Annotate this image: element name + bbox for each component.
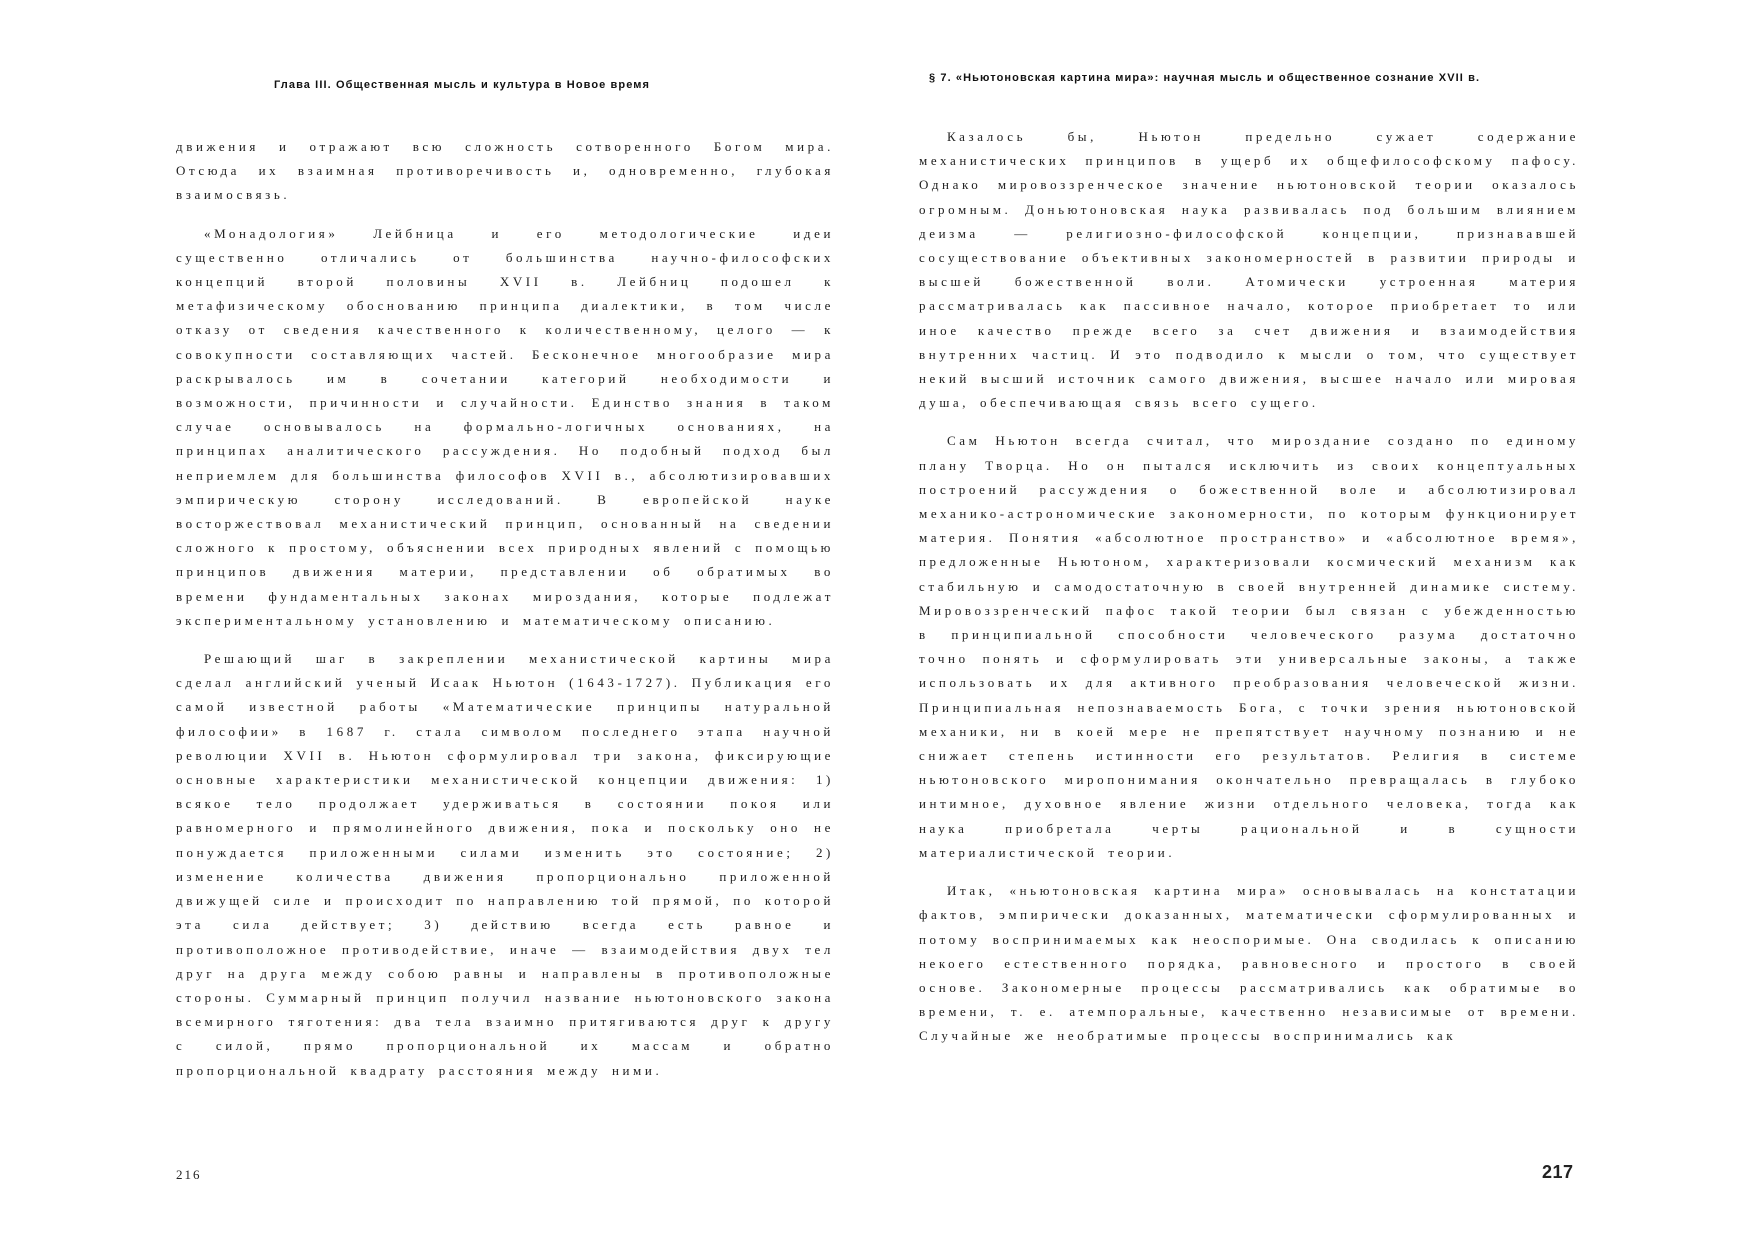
paragraph: Итак, «ньютоновская картина мира» основывалась на констатации фактов, эмпирически доказанных, математически сформулированных и потому воспринимаемых как неоспоримые. Она сводилась к описанию некоего естественного порядка, равновесного и простого в своей основе. Закономерные процессы рассматривались как обратимые во времени, т. е. атемпоральные, качественно независимые от времени. Случайные же необратимые процессы воспринимались как [919, 883, 1579, 1044]
body-text [919, 125, 1579, 1063]
paragraph: Сам Ньютон всегда считал, что мироздание создано по единому плану Творца. Но он пытался исключить из своих концептуальных построений рассуждения о божественной воле и абсолютизировал механико-астрономические закономерности, по которым функционирует материя. Понятия «абсолютное пространство» и «абсолютное время», предложенные Ньютоном, характеризовали космический механизм как стабильную и самодостаточную в своей внутренней динамике систему. Мировоззренческий пафос такой теории был связан с убежденностью в принципиальной способности человеческого разума достаточно точно понять и сформулировать эти универсальные законы, а также использовать их для активного преобразования человеческой жизни. Принципиальная непознаваемость Бога, с точки зрения ньютоновской механики, ни в коей мере не препятствует научному познанию и не снижает степень истинности его результатов. Религия в системе ньютоновского миропонимания окончательно превращалась в глубоко интимное, духовное явление жизни отдельного человека, тогда как наука приобретала черты рациональной и в сущности материалистической теории. [919, 433, 1579, 860]
running-head: Глава III. Общественная мысль и культура в Новое время [274, 79, 651, 91]
page-number: 217 [1542, 1162, 1574, 1182]
running-head: § 7. «Ньютоновская картина мира»: научная мысль и общественное сознание XVII в. [929, 72, 1481, 84]
paragraph: Казалось бы, Ньютон предельно сужает содержание механистических принципов в ущерб их общефилософскому пафосу. Однако мировоззренческое значение ньютоновской теории оказалось огромным. Доньютоновская наука развивалась под большим влиянием деизма — религиозно-философской концепции, признававшей сосуществование объективных закономерностей в развитии природы и высшей божественной воли. Атомически устроенная материя рассматривалась как пассивное начало, которое приобретает то или иное качество прежде всего за счет движения и взаимодействия внутренних частиц. И это подводило к мысли о том, что существует некий высший источник самого движения, высшее начало или мировая душа, обеспечивающая связь всего сущего. [919, 129, 1579, 411]
paragraph: движения и отражают всю сложность сотворенного Богом мира. Отсюда их взаимная противоречивость и, одновременно, глубокая взаимосвязь. [176, 139, 834, 203]
paragraph: «Монадология» Лейбница и его методологические идеи существенно отличались от большинства научно-философских концепций второй половины XVII в. Лейбниц подошел к метафизическому обоснованию принципа диалектики, в том числе отказу от сведения качественного к количественному, целого — к совокупности составляющих частей. Бесконечное многообразие мира раскрывалось им в сочетании категорий необходимости и возможности, причинности и случайности. Единство знания в таком случае основывалось на формально-логичных основаниях, на принципах аналитического рассуждения. Но подобный подход был неприемлем для большинства философов XVII в., абсолютизировавших эмпирическую сторону исследований. В европейской науке восторжествовал механистический принцип, основанный на сведении сложного к простому, объяснении всех природных явлений с помощью принципов движения материи, представлении об обратимых во времени фундаментальных законах мироздания, которые подлежат экспериментальному установлению и математическому описанию. [176, 225, 834, 628]
body-text [176, 135, 834, 1097]
paragraph: Решающий шаг в закреплении механистической картины мира сделал английский ученый Исаак Ньютон (1643-1727). Публикация его самой известной работы «Математические принципы натуральной философии» в 1687 г. стала символом последнего этапа научной революции XVII в. Ньютон сформулировал три закона, фиксирующие основные характеристики механистической концепции движения: 1) всякое тело продолжает удерживаться в состоянии покоя или равномерного и прямолинейного движения, пока и поскольку оно не понуждается приложенными силами изменить это состояние; 2) изменение количества движения пропорционально приложенной движущей силе и происходит по направлению той прямой, по которой эта сила действует; 3) действию всегда есть равное и противоположное противодействие, иначе — взаимодействия двух тел друг на друга между собою равны и направлены в противоположные стороны. Суммарный принцип получил название ньютоновского закона всемирного тяготения: два тела взаимно притягиваются друг к другу с силой, прямо пропорциональной их массам и обратно пропорциональной квадрату расстояния между ними. [176, 651, 834, 1078]
page-number: 216 [176, 1167, 202, 1182]
right-page [877, 0, 1754, 1239]
